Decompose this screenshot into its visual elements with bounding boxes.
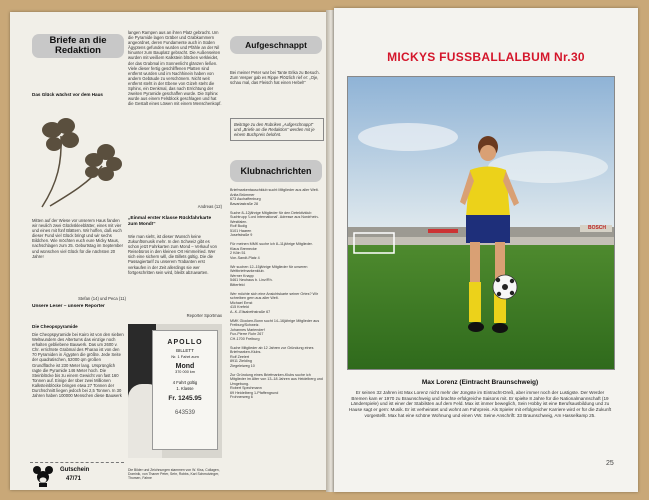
club-news-list: Briefmarkentauschklub sucht Mitglieder aus aller Welt. Anita Brümmer 673 Aschaffenburg Bavariastraße 28 Suche 8–12jährige Mitglieder für den Detektivklub Suchtrupp 'Lord International'. Adresse aus Nordrhein-Westfalen. Rolf Budig 5101 Haaren Josefstraße 9 Für meinen MMK suche ich 8–11jährige Mitglieder. Klaus Bremecke 2 Köln 51 Von-Sandt-Platz 4 Wir suchen 12–15jährige Mitglieder für unseren Weltbriefmarkenklub. Werner Knapp 5461 Neuhaus b. Linz/Rh. Bitterfeld Wer möchte sich eine Ansichtskarte seiner Ortes? Wir schreiben gern aus aller Welt. Michael Ernst 415 Krefeld A.-K.-Elisabethstraße 67 MMK Glocken-Bonn sucht 14–16jährige Mitglieder aus Freiburg/Schweiz. Johannes Marienderf Fux-Pierre Ruhr 267 CH-1700 Freiburg Suche Mitglieder ab 12 Jahren zur Gründung eines Briefmarken-Klubs. Rolf Zeelert 8911 Zielding Ziegeleiweg 10 Zur Gründung eines Briefmarken-Klubs suche ich Mitglieder im Alter von 13–18 Jahren aus Heidelberg und Umgebung. Robert Spechmann 69 Heidelberg 1-Pfaffengrund Frohnerweg 6	[230, 188, 323, 399]
club-news-header: Klubnachrichten	[230, 160, 322, 182]
photo-credits: Die Bilder und Zeichnungen stammen von W. Kiss, Collagen, Dominik, von Thaner Peter, Sehr, Robbs, Karl Schmutzinger, Thorsen, Fahne	[128, 468, 220, 481]
aufgeschnappt-body: Bei meiner Peter war bei Tante Erika zu Besuch. Zum Vesper gab es Rippe Plötzlich rief er: „Oje, schau mal, das Fleisch hat einen Hebel!“	[230, 70, 320, 86]
coupon	[30, 462, 124, 489]
ticket-class: 1. Klasse	[176, 386, 194, 391]
submission-note-box: Beiträge zu den Rubriken „Aufgeschnappt“ und „Briefe an die Redaktion“ werden mit je einem Buchpreis belohnt.	[230, 118, 324, 141]
ticket-brand: APOLLO	[167, 339, 203, 346]
letter1-title: Das Glück wächst vor dem Haus	[32, 92, 103, 97]
ticket-type: BILLETT	[176, 348, 194, 353]
pyramid-article-signature: Andreas (12)	[197, 204, 222, 209]
moon-article-title: „Einmal erster Klasse Rückfahrkarte zum Mond!“	[128, 216, 212, 227]
ticket-number: 643539	[174, 410, 196, 416]
player-photo	[347, 76, 615, 370]
ticket-distance: 370 000 km	[175, 370, 195, 374]
aufgeschnappt-header: Aufgeschnappt	[230, 36, 322, 54]
bosch-ad-text: BOSCH	[587, 225, 607, 231]
ticket-validity: 4 Fahrt gültig	[172, 380, 198, 385]
letter1-body: Mitten auf der Wiese vor unserem Haus fanden wir neulich zwei Glückskleeblätter, eines mit vier und eines mit fünf Blättern. Wir hoffen, daß euch dieser Fund viel Glück bringt und wir sechs Bildchen. Wie möchten euch eure Micky Maus, nachschlagen zum 25. Geburtstag im September und wünschen viel Glück für die nächsten 20 Jahre!	[32, 218, 124, 259]
left-page	[10, 12, 328, 490]
clover-illustration	[30, 112, 130, 212]
moon-article-body: Wie man sieht, ist dieser Wunsch keine Zukunftsmusik mehr. In den Schweiz gibt es schon jetzt Fahrkarten zum Mond – Verkauf von Reisebüros in den kleinen Ort Himmelried. Wer sich eine sichern will, die Billets gültig. Die die Passagiertarif zu unserem Trabanten erst verkaufen in der Zeit allerdings sie wer fortgeschritten sein wird, bleibt abzuwarten.	[128, 234, 217, 275]
player-caption-title: Max Lorenz (Eintracht Braunschweig)	[421, 379, 539, 386]
player-caption-body: Er seinen 32 Jahren ist Max Lorenz nicht mehr der Jüngste im Eintracht-Dreß, aber immer noch der Lustigste. Der Werder Bremen kam er 1970 zu Braunschweig und brachte erfolgreiche Saisons mit. Er spielte 8 Jahre für die Nationalmannschaft (19 Länderspiele) und ist einer der Stabilsten auf dem Feld. Max ist immer beweglich, Sein Hobby ist eine Berufsausbildung und zu Hause sagt er gern: Musik. Er ist verheiratet und wohnt am Fahrpreis. Als Spieler mit erfolgreicher Karriere wird er für die Zukunft vorgestellt. Max hat eine schöne Wohnung und einen VW. Seine Anschrift: 33 Braunschweig, Am Hasselkamp 25.	[348, 390, 612, 418]
pyramid-article-body: Die Cheopspyramide bei Kairo ist von den sieben Weltwundern des Altertums das einzige noch erhalten gebliebene Bauwerk. Das um 2600 v. Chr. errichtete Grabmal des Pharao ist von den 70 Pyramiden in Ägypten die größte. Jede Seite der quadratischen, 52000 qm großen Grundfläche ist 230 Meter lang. Ursprünglich ragte die Pyramide 146 Meter hoch. Die Steinblöcke bis zu einem Gewicht von fast 160 Tonnen auf. Einige der über zwei Millionen Kalksteinblöcke bringen etwa 27 Tonnen der Durchschnitt liegen jedoch bei 2,5 Tonnen. In 30 Jahren haben 100000 Menschen diese Bauwerk	[32, 332, 124, 399]
letters-header: Briefe an die Redaktion	[32, 34, 124, 58]
player-photo-svg	[348, 77, 614, 369]
ticket-route: Nr. 1 Fahrt zum	[171, 354, 199, 359]
coupon-number: 47/71	[66, 476, 82, 482]
moon-ticket-photo	[128, 324, 222, 458]
football	[493, 275, 517, 299]
ticket-price: Fr. 1245.95	[168, 395, 202, 402]
page-number: 25	[606, 460, 614, 467]
mickey-icon	[32, 465, 54, 487]
moon-article-signature: Reporter Sportmax	[186, 313, 222, 318]
pyramid-article-title: Die Cheopspyramide	[32, 324, 78, 329]
ticket-destination: Mond	[175, 363, 195, 370]
pyramid-article-continued: langen Rampen aus an ihren Platz gebracht. Um die Pyramide lagen Gräber und Grabkammern angeordnet, deren Fundamente auch in Süden Ägyptens gefunden wurden und Pfähle an der Nil hinunter zum Bauplatz gebracht. Die Außenseiten wurden mit weißem Kalkstein blöcken verkleidet, der das Grabmal im Sonnenlicht glänzen ließen. Viele dieser fertig geschliffenen Platten sind entfernt wurden und im Nachhinein haben von andern Gebäude zu verschönern. Nicht weit entfernt steht in der Ebene von Gizeh steht die Sphinx, ein Denkmal, das nach Errichtung der zweiten Pyramide geschaffen wurde. Die Sphinx wurde aus einem Felsblock geschlagen und hat die Gestalt eines Löwen mit einem Menschenkopf.	[128, 30, 222, 107]
reporters-title: Unsere Leser – unsere Reporter	[32, 304, 105, 309]
album-title: MICKYS FUSSBALLALBUM Nr.30	[387, 50, 585, 64]
right-page	[334, 8, 638, 492]
ticket	[152, 330, 218, 450]
coupon-label: Gutschein	[60, 467, 90, 473]
letter1-signature: Stefan (14) und Peca (11)	[78, 296, 126, 301]
